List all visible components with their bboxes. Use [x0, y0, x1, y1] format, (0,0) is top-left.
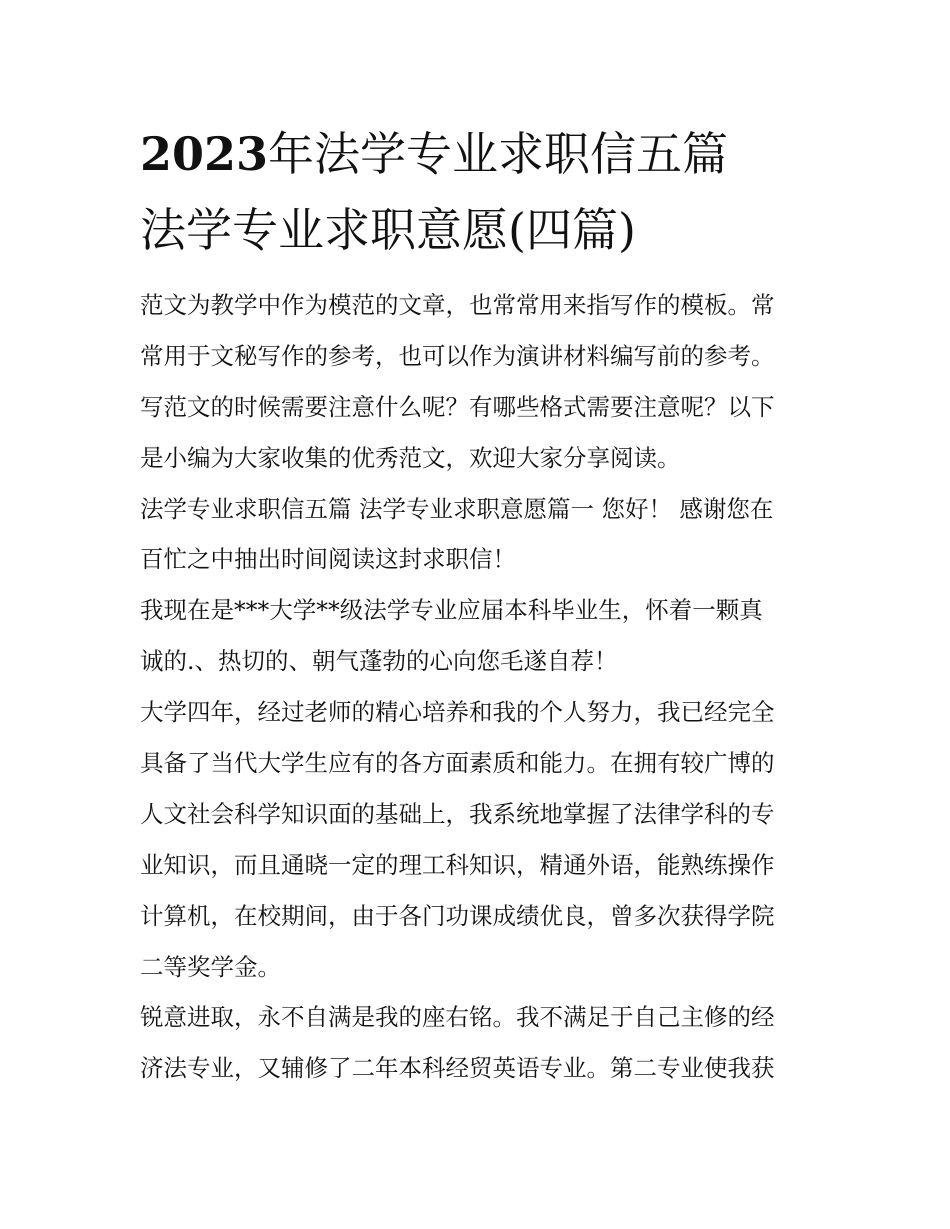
body-line: 我现在是***大学**级法学专业应届本科毕业生，怀着一颗真 [140, 596, 763, 625]
body-line: 是小编为大家收集的优秀范文，欢迎大家分享阅读。 [140, 443, 681, 472]
body-line: 济法专业，又辅修了二年本科经贸英语专业。第二专业使我获 [140, 1054, 775, 1083]
body-line: 百忙之中抽出时间阅读这封求职信！ [140, 545, 516, 574]
document-title [140, 116, 820, 268]
body-line: 写范文的时候需要注意什么呢？有哪些格式需要注意呢？以下 [140, 392, 775, 421]
body-line: 大学四年，经过老师的精心培养和我的个人努力，我已经完全 [140, 698, 775, 727]
body-line: 业知识，而且通晓一定的理工科知识，精通外语，能熟练操作 [140, 850, 775, 879]
document-body [140, 280, 820, 1094]
title-year: 2023 [140, 127, 269, 181]
title-line-1-text: 年法学专业求职信五篇 [268, 127, 729, 181]
body-line: 锐意进取，永不自满是我的座右铭。我不满足于自己主修的经 [140, 1003, 775, 1032]
body-line: 具备了当代大学生应有的各方面素质和能力。在拥有较广博的 [140, 749, 775, 778]
body-line: 二等奖学金。 [140, 952, 281, 981]
body-line: 诚的.、热切的、朝气蓬勃的心向您毛遂自荐！ [140, 647, 618, 676]
body-line: 范文为教学中作为模范的文章，也常常用来指写作的模板。常 [140, 291, 775, 319]
body-line: 常用于文秘写作的参考，也可以作为演讲材料编写前的参考。 [140, 341, 775, 370]
body-line: 计算机，在校期间，由于各门功课成绩优良，曾多次获得学院 [140, 901, 775, 930]
title-line-2: 法学专业求职意愿(四篇) [140, 203, 636, 257]
body-line: 人文社会科学知识面的基础上，我系统地掌握了法律学科的专 [140, 799, 775, 828]
title-line-1 [140, 116, 820, 192]
body-line: 法学专业求职信五篇 法学专业求职意愿篇一 您好！ 感谢您在 [140, 494, 774, 523]
